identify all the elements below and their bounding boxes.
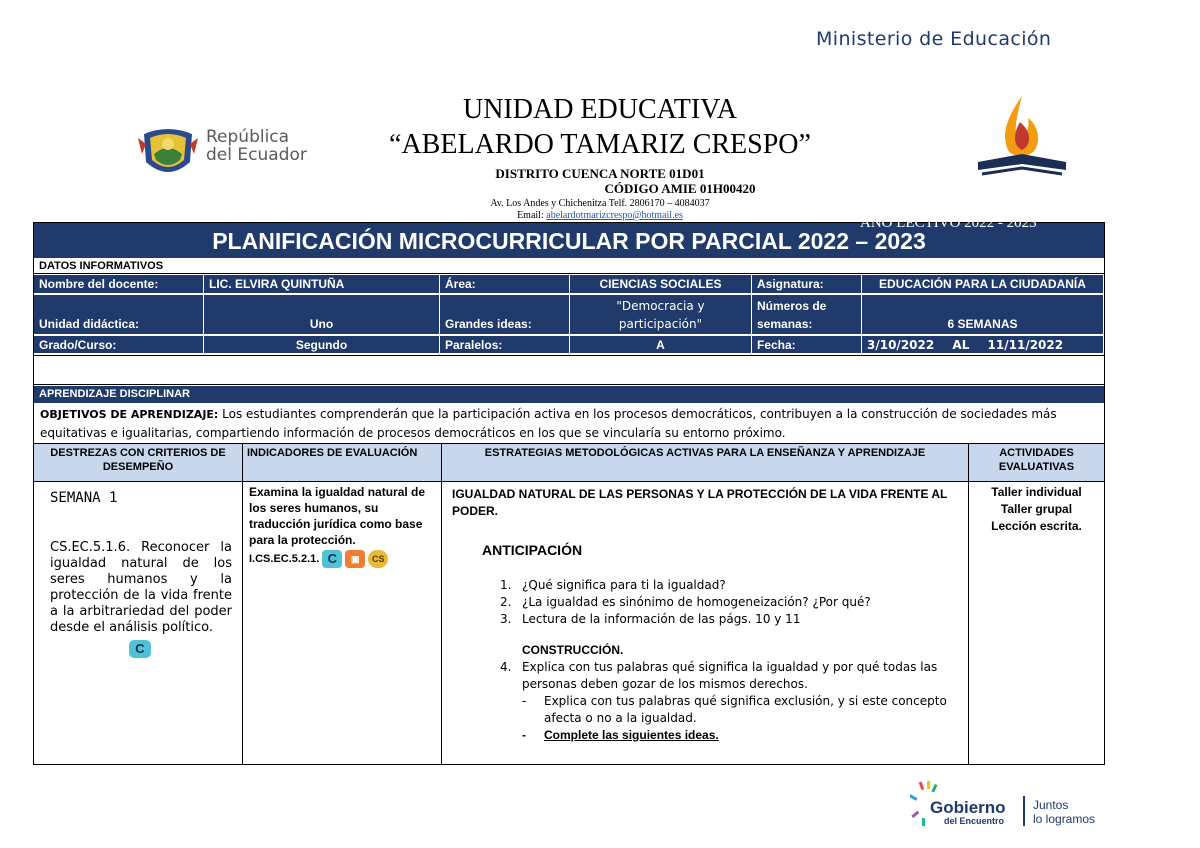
col-indicadores: INDICADORES DE EVALUACIÓN <box>243 444 442 481</box>
paralelo-value: A <box>570 336 752 354</box>
area-value: CIENCIAS SOCIALES <box>570 275 752 294</box>
ideas-value: "Democracia y participación" <box>570 295 752 335</box>
construccion-heading: CONSTRUCCIÓN. <box>522 643 624 657</box>
estrategias-title: IGUALDAD NATURAL DE LAS PERSONAS Y LA PROTECCIÓN DE LA VIDA FRENTE AL PODER. <box>452 487 948 518</box>
col-destrezas: DESTREZAS CON CRITERIOS DE DESEMPEÑO <box>34 444 243 481</box>
sub-list-item: - Complete las siguientes ideas. <box>522 728 719 742</box>
school-flame-book-icon <box>974 92 1070 182</box>
grado-label: Grado/Curso: <box>34 336 204 354</box>
destreza-text: CS.EC.5.1.6. Reconocer la igualdad natural de los seres humanos y la protección de la vida frente a la arbitrariedad del poder desde el análisis político. <box>50 540 232 635</box>
list-item: 1. ¿Qué significa para ti la igualdad? <box>500 578 726 592</box>
estrategias-cell <box>442 482 969 765</box>
unidad-label: Unidad didáctica: <box>34 295 204 335</box>
school-address: Av. Los Andes y Chichenitza Telf. 2806170 – 4084037 <box>490 198 710 209</box>
list-item: 4. Explica con tus palabras qué significa la igualdad y por qué todas las personas deben gozar de los mismos derechos. <box>500 660 938 691</box>
anticipacion-heading: ANTICIPACIÓN <box>482 542 583 558</box>
computer-icon: ▣ <box>345 550 365 568</box>
column-headers <box>34 444 1104 482</box>
competency-c-icon: C <box>322 550 342 568</box>
datos-row-1 <box>34 275 1104 294</box>
objetivos-text: Los estudiantes comprenderán que la participación activa en los procesos democráticos, contribuyen a la construcción de sociedades más equitativas e igualitarias, compartiendo información de procesos democráticos en los que se vincularía su entorno próximo. <box>40 407 1057 440</box>
gobierno-divider <box>1023 796 1025 826</box>
school-year: AÑO LECTIVO 2022 - 2023 <box>860 215 1037 231</box>
blank-row <box>34 355 1104 385</box>
planning-body <box>34 482 1104 765</box>
area-label: Área: <box>440 275 570 294</box>
grado-value: Segundo <box>204 336 440 354</box>
indicador-code-row <box>249 550 441 568</box>
fecha-range <box>862 336 1104 354</box>
semanas-label: Números de semanas: <box>752 295 862 335</box>
list-item: 2. ¿La igualdad es sinónimo de homogeneización? ¿Por qué? <box>500 595 871 609</box>
asignatura-value: EDUCACIÓN PARA LA CIUDADANÍA <box>862 275 1104 294</box>
unidad-value: Uno <box>204 295 440 335</box>
coat-of-arms-icon <box>136 124 200 182</box>
school-name-line1: UNIDAD EDUCATIVA <box>462 94 738 125</box>
col-estrategias: ESTRATEGIAS METODOLÓGICAS ACTIVAS PARA LA ENSEÑANZA Y APRENDIZAJE <box>442 444 969 481</box>
docente-value: LIC. ELVIRA QUINTUÑA <box>204 275 440 294</box>
asignatura-label: Asignatura: <box>752 275 862 294</box>
encuentro-text: del Encuentro <box>944 816 1005 826</box>
competency-c-icon: C <box>129 640 151 658</box>
docente-label: Nombre del docente: <box>34 275 204 294</box>
aprendizaje-heading: APRENDIZAJE DISCIPLINAR <box>34 386 1104 403</box>
planning-sheet <box>33 222 1105 765</box>
datos-heading: DATOS INFORMATIVOS <box>34 258 1104 274</box>
semana-label: SEMANA 1 <box>50 490 118 506</box>
republic-line1: República <box>206 127 290 147</box>
actividades-cell <box>969 482 1104 765</box>
actividad-item: Lección escrita. <box>991 519 1082 533</box>
semanas-value: 6 SEMANAS <box>862 295 1104 335</box>
district-code: DISTRITO CUENCA NORTE 01D01 <box>495 166 705 181</box>
juntos-line2: lo logramos <box>1033 812 1096 826</box>
school-name-line2: “ABELARDO TAMARIZ CRESPO” <box>389 129 811 160</box>
actividad-item: Taller individual <box>991 485 1082 499</box>
republic-line2: del Ecuador <box>206 145 307 165</box>
fecha-fin: 11/11/2022 <box>987 338 1064 352</box>
email-link[interactable]: abelardotmarizcrespo@hotmail.es <box>546 210 683 221</box>
objetivos-label: OBJETIVOS DE APRENDIZAJE: <box>40 408 219 421</box>
ideas-label: Grandes ideas: <box>440 295 570 335</box>
actividad-item: Taller grupal <box>1000 502 1073 516</box>
competency-cs-icon: CS <box>368 550 388 568</box>
paralelos-label: Paralelos: <box>440 336 570 354</box>
datos-row-3 <box>34 336 1104 354</box>
sub-list-item: - Explica con tus palabras qué significa exclusión, y si este concepto afecta o no a la igualdad. <box>522 694 947 725</box>
anticipacion-list <box>500 577 960 628</box>
objetivos-paragraph <box>34 404 1104 444</box>
school-email-line <box>340 210 860 221</box>
fecha-label: Fecha: <box>752 336 862 354</box>
destreza-cell <box>34 482 243 765</box>
amie-code: CÓDIGO AMIE 01H00420 <box>604 181 756 196</box>
datos-row-2 <box>34 295 1104 335</box>
list-item: 3. Lectura de la información de las págs. 10 y 11 <box>500 612 801 626</box>
gobierno-logo <box>910 780 1110 830</box>
fecha-inicio: 3/10/2022 <box>867 338 935 352</box>
col-actividades: ACTIVIDADES EVALUATIVAS <box>998 447 1075 473</box>
republic-logo <box>136 124 316 184</box>
gobierno-text: Gobierno <box>930 798 1006 817</box>
planning-banner: PLANIFICACIÓN MICROCURRICULAR POR PARCIAL 2022 – 2023 <box>34 223 1104 258</box>
indicador-cell <box>243 482 442 765</box>
ministry-title: Ministerio de Educación <box>816 28 1052 50</box>
indicador-text: Examina la igualdad natural de los seres humanos, su traducción jurídica como base para la protección. <box>249 485 426 547</box>
email-label: Email: <box>517 210 544 221</box>
fecha-al: AL <box>952 338 970 352</box>
juntos-text <box>1033 798 1095 826</box>
indicador-code: I.CS.EC.5.2.1. <box>249 553 320 565</box>
juntos-line1: Juntos <box>1033 798 1069 812</box>
